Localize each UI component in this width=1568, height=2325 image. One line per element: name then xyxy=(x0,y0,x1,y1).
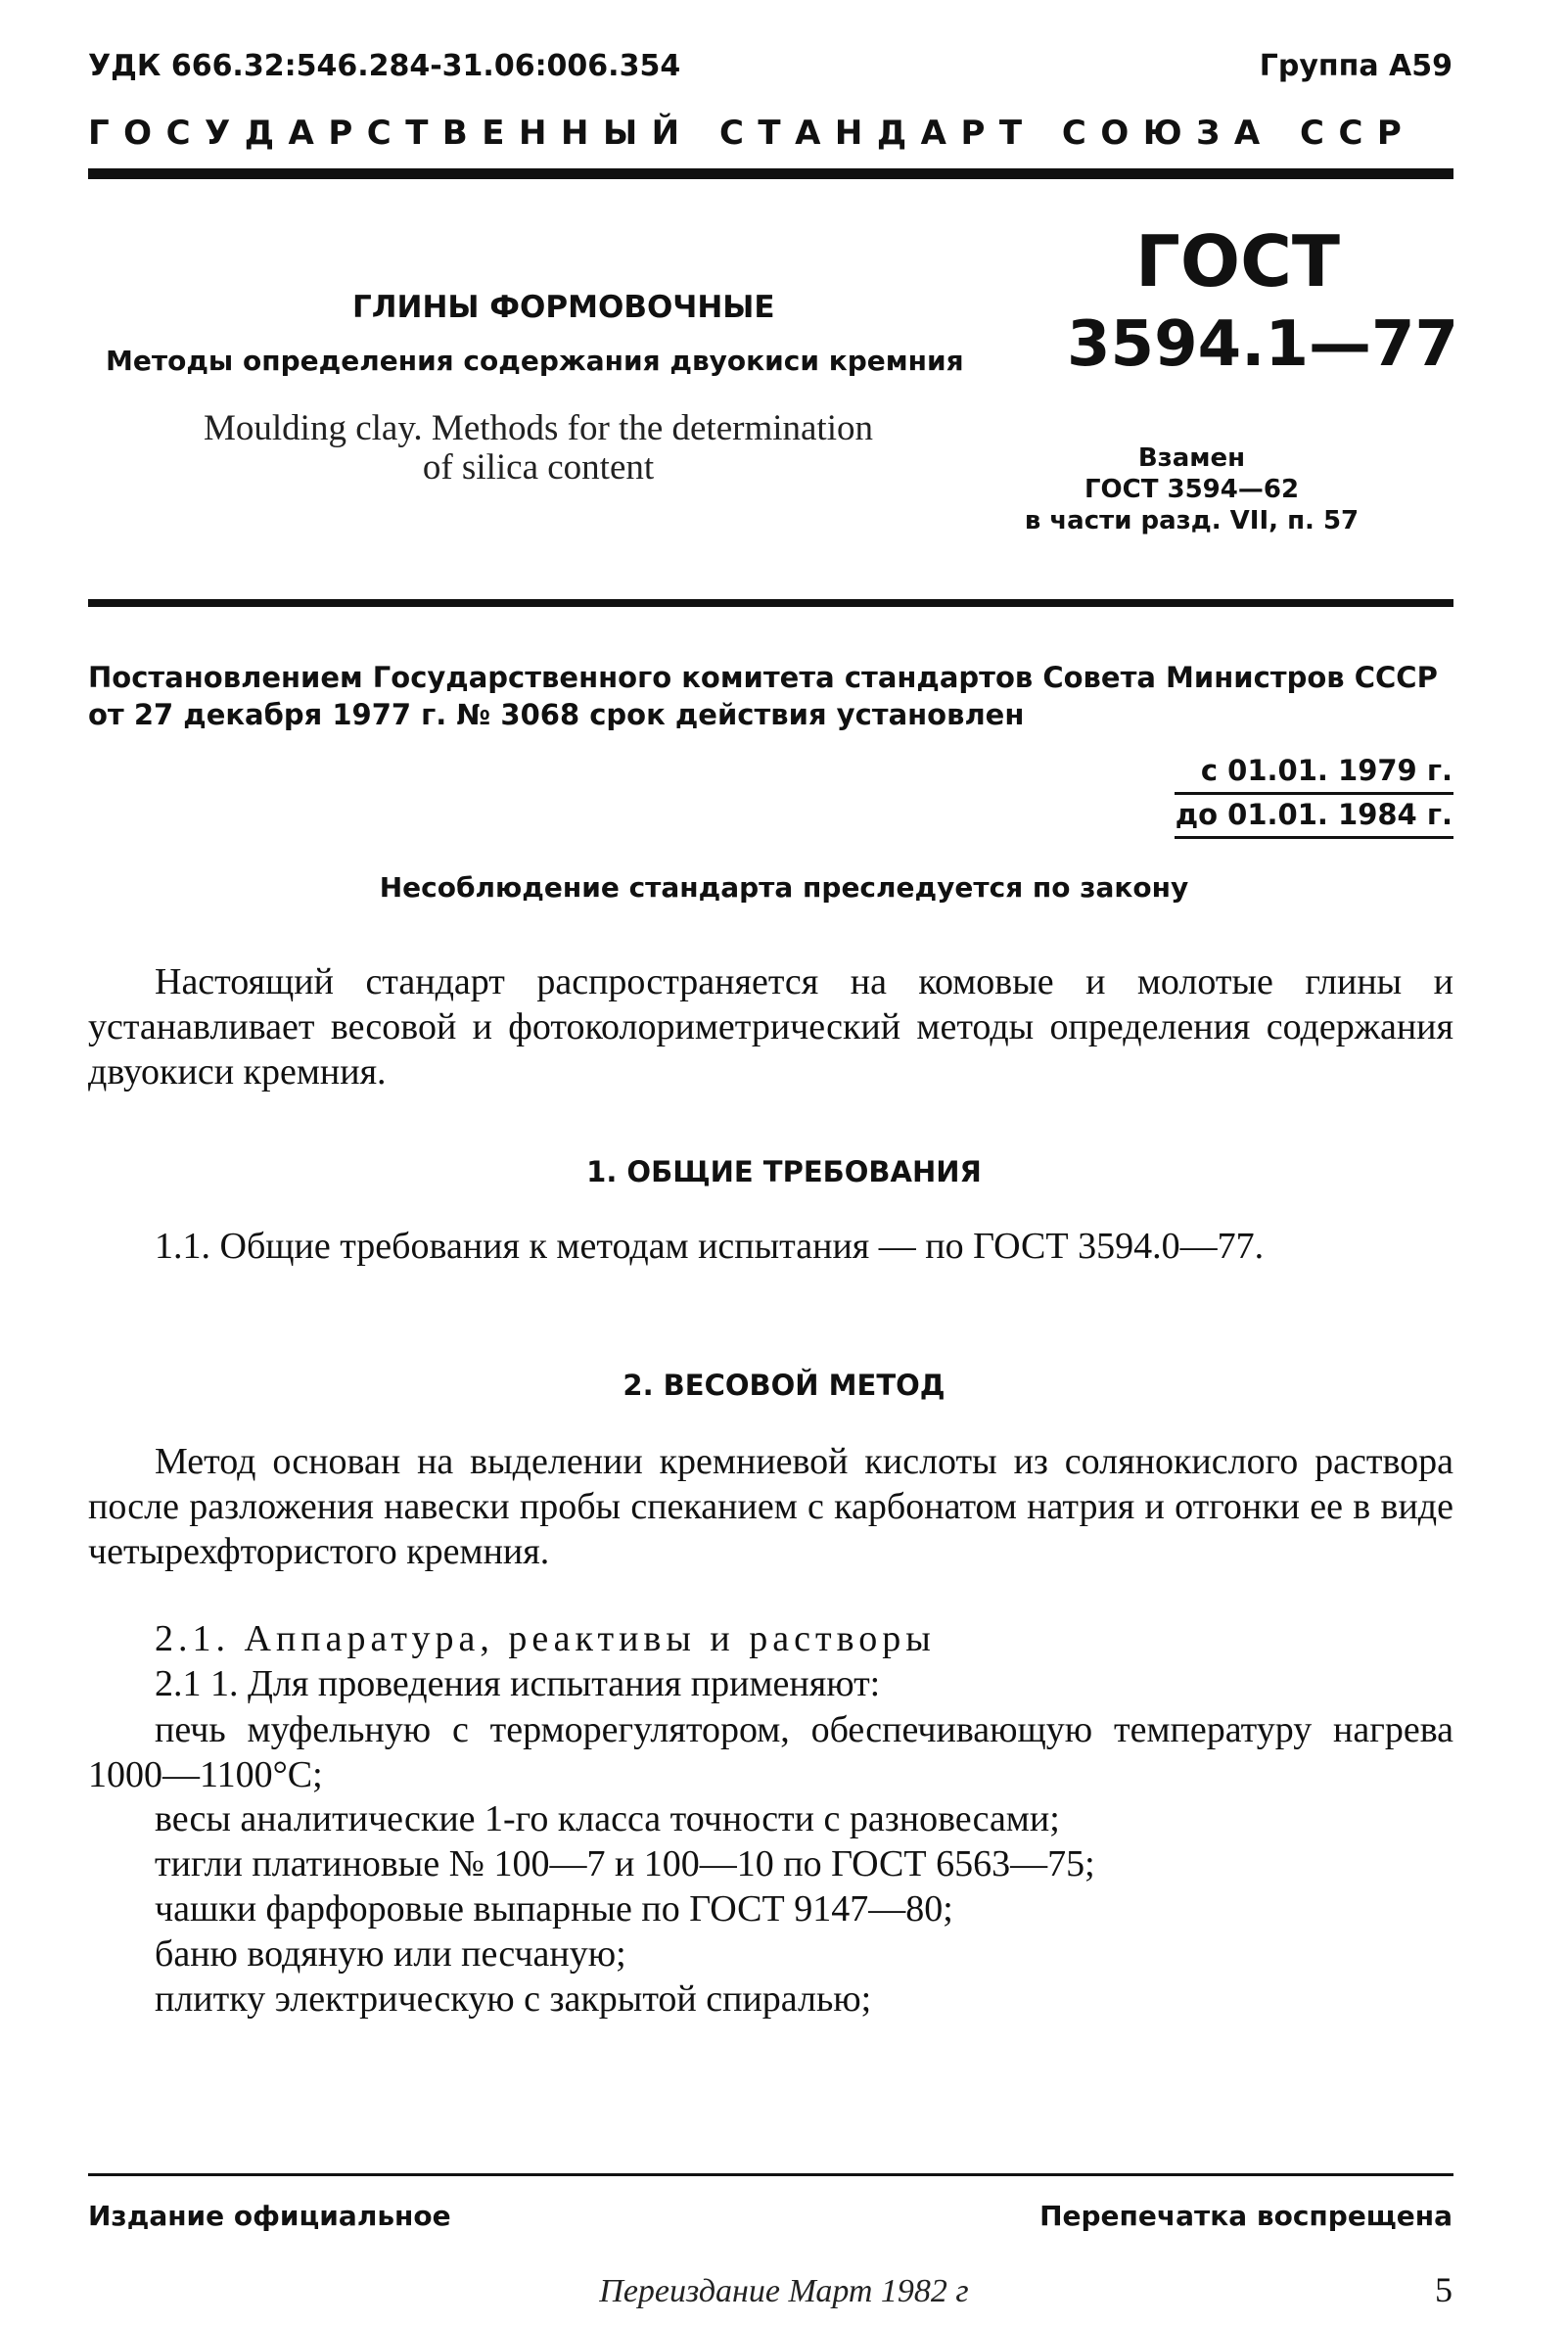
replaces-line-3: в части разд. VII, п. 57 xyxy=(1024,506,1360,535)
item-furnace: печь муфельную с терморегулятором, обеспечивающую температуру нагрева 1000—1100°С; xyxy=(88,1709,1453,1795)
law-notice: Несоблюдение стандарта преследуется по закону xyxy=(379,871,1189,904)
clause-2-1: 2.1. Аппаратура, реактивы и растворы xyxy=(155,1618,936,1659)
clause-2-1-1: 2.1 1. Для проведения испытания применяют: xyxy=(155,1663,881,1704)
group-code: Группа А59 xyxy=(1259,49,1453,83)
replaces-line-1: Взамен xyxy=(1137,443,1246,473)
item-scales: весы аналитические 1-го класса точности с разновесами; xyxy=(155,1798,1060,1839)
document-title: ГЛИНЫ ФОРМОВОЧНЫЕ xyxy=(352,290,775,325)
replaces-line-2: ГОСТ 3594—62 xyxy=(1084,475,1300,504)
item-bath: баню водяную или песчаную; xyxy=(155,1933,626,1975)
intro-paragraph: Настоящий стандарт распространяется на комовые и молотые глины и устанавливает весовой и фотоколориметрический методы определения содержания двуокиси кремния. xyxy=(88,961,1453,1093)
item-plate: плитку электрическую с закрытой спиралью; xyxy=(155,1978,872,2020)
date-underline xyxy=(1175,836,1453,839)
header-thick-rule xyxy=(88,168,1453,179)
udk-code: УДК 666.32:546.284-31.06:006.354 xyxy=(88,49,681,83)
english-title-line-1: Moulding clay. Methods for the determination xyxy=(203,408,873,448)
reissue-note: Переиздание Март 1982 г xyxy=(599,2273,969,2309)
item-cups: чашки фарфоровые выпарные по ГОСТ 9147—80; xyxy=(155,1888,953,1930)
page-number: 5 xyxy=(1435,2270,1453,2309)
replaces-standard xyxy=(1018,442,1365,536)
valid-to-date: до 01.01. 1984 г. xyxy=(1175,798,1453,831)
date-divider xyxy=(1175,792,1453,795)
method-description: Метод основан на выделении кремниевой кислоты из солянокислого раствора после разложения навески пробы спеканием с карбонатом натрия и отгонки ее в виде четырехфтористого кремния. xyxy=(88,1441,1453,1572)
english-title xyxy=(127,409,949,488)
gost-number: 3594.1—77 xyxy=(1067,308,1459,381)
footer-rule xyxy=(88,2173,1453,2176)
section-2-heading: 2. ВЕСОВОЙ МЕТОД xyxy=(623,1369,945,1402)
valid-from-date: с 01.01. 1979 г. xyxy=(1200,754,1453,787)
state-standard-heading: ГОСУДАРСТВЕННЫЙ СТАНДАРТ СОЮЗА ССР xyxy=(88,114,1416,153)
edition-label: Издание официальное xyxy=(88,2200,451,2232)
gost-label: ГОСТ xyxy=(1135,220,1341,302)
item-crucibles: тигли платиновые № 100—7 и 100—10 по ГОСТ 6563—75; xyxy=(155,1843,1095,1884)
section-1-heading: 1. ОБЩИЕ ТРЕБОВАНИЯ xyxy=(586,1155,982,1188)
decree-text: Постановлением Государственного комитета стандартов Совета Министров СССР от 27 декабря 1977 г. № 3068 срок действия установлен xyxy=(88,661,1438,731)
reprint-ban-label: Перепечатка воспрещена xyxy=(1039,2200,1453,2232)
english-title-line-2: of silica content xyxy=(422,447,655,488)
document-subtitle: Методы определения содержания двуокиси кремния xyxy=(106,345,964,377)
clause-1-1: 1.1. Общие требования к методам испытания — по ГОСТ 3594.0—77. xyxy=(155,1226,1265,1267)
title-block-rule xyxy=(88,599,1453,607)
